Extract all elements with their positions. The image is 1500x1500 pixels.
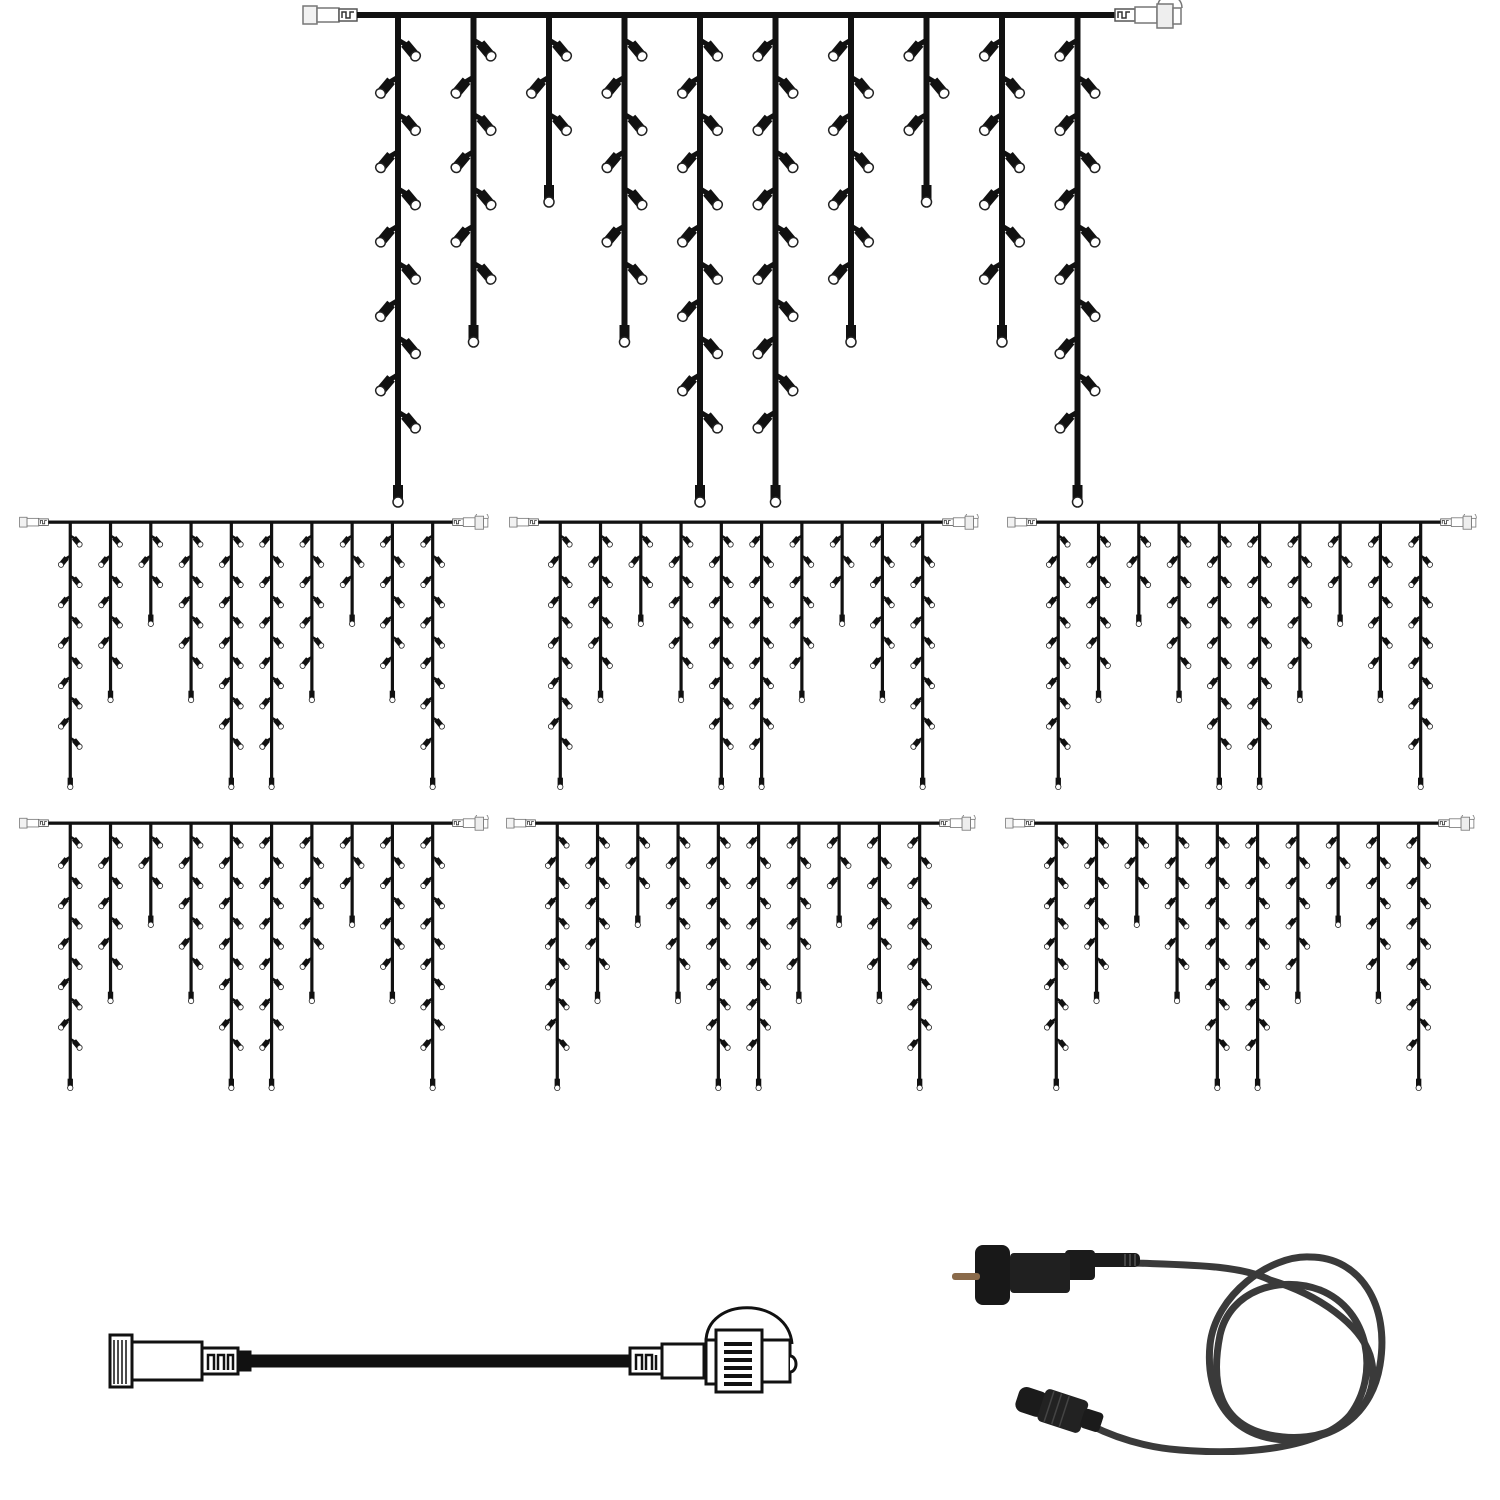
curtain-mini-3: [1006, 514, 1478, 794]
icicle-curtain-icon: [1004, 815, 1476, 1095]
extension-cable-illustration: [100, 1300, 840, 1410]
curtain-main: [300, 0, 1185, 515]
extension-cable-icon: [100, 1300, 840, 1410]
page-title: [0, 0, 1, 1]
curtain-mini-4: [18, 815, 490, 1095]
icicle-curtain-icon: [505, 815, 977, 1095]
power-cable-illustration: [940, 1235, 1420, 1455]
power-plug-icon: [940, 1235, 1420, 1455]
curtain-mini-2: [508, 514, 980, 794]
curtain-mini-1: [18, 514, 490, 794]
icicle-curtain-icon: [508, 514, 980, 794]
curtain-mini-5: [505, 815, 977, 1095]
icicle-curtain-icon: [18, 815, 490, 1095]
icicle-curtain-icon: [18, 514, 490, 794]
icicle-curtain-icon: [1006, 514, 1478, 794]
icicle-curtain-icon: [300, 0, 1185, 515]
curtain-mini-6: [1004, 815, 1476, 1095]
